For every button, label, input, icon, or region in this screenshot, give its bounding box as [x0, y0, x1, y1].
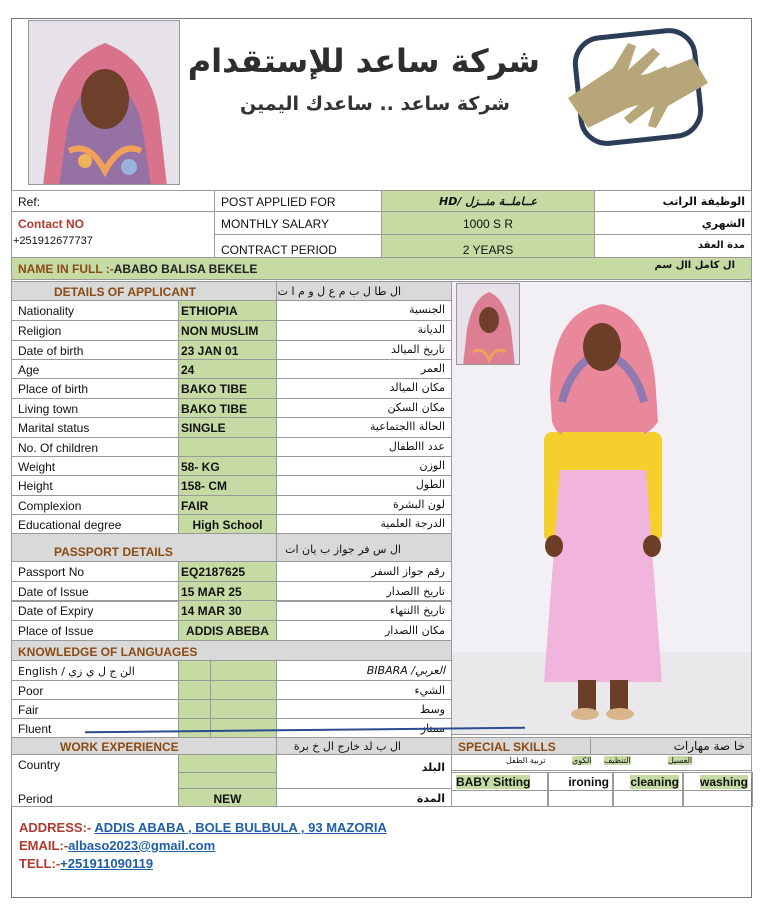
- applicant-field-value: BAKO TIBE: [178, 378, 277, 399]
- language-level-cell-b: [210, 699, 277, 719]
- passport-details-header: PASSPORT DETAILS: [11, 533, 277, 562]
- language-arabic-label: العربي/ BIBARA: [276, 660, 452, 681]
- passport-field-arabic: تاريخ االصدار: [276, 581, 452, 602]
- skill-empty-cell: [451, 790, 549, 807]
- country-arabic: البلد: [276, 754, 452, 789]
- monthly-salary-value: 1000 S R: [381, 211, 595, 235]
- applicant-field-label: Nationality: [11, 300, 179, 321]
- applicant-field-arabic: الديانة: [276, 320, 452, 341]
- period-arabic: المدة: [276, 788, 452, 807]
- applicant-field-label: Marital status: [11, 417, 179, 438]
- applicant-field-value: NON MUSLIM: [178, 320, 277, 341]
- special-skills-header: SPECIAL SKILLS: [451, 737, 591, 755]
- period-value: NEW: [178, 788, 277, 807]
- passport-field-value: EQ2187625: [178, 561, 277, 582]
- tell-label: TELL:-: [19, 856, 61, 871]
- tell-link[interactable]: +251911090119: [60, 856, 154, 871]
- work-experience-header: WORK EXPERIENCE: [11, 737, 277, 755]
- applicant-field-value: 24: [178, 359, 277, 379]
- ref-label: Ref:: [11, 190, 215, 212]
- passport-field-arabic: تاريخ االنتهاء: [276, 600, 452, 621]
- passport-field-arabic: رقم جواز السفر: [276, 561, 452, 582]
- full-name-arabic: ال كامل اال سم: [654, 260, 735, 271]
- skill-arabic-label: التنظيف: [604, 756, 631, 765]
- language-level-label: Fair: [11, 699, 179, 719]
- passport-field-label: Date of Expiry: [11, 600, 179, 621]
- applicant-field-value: FAIR: [178, 495, 277, 515]
- contact-no-label: Contact NO: [11, 211, 215, 235]
- special-skills-header-arabic: خا صة مهارات: [590, 737, 752, 755]
- applicant-details-header: DETAILS OF APPLICANT: [11, 281, 277, 301]
- full-name-value: ABABO BALISA BEKELE: [113, 262, 258, 276]
- applicant-field-value: SINGLE: [178, 417, 277, 438]
- company-name-arabic: شركة ساعد للإستقدام: [187, 42, 540, 80]
- post-applied-value: HD/ عــاملــة منــزل: [381, 190, 595, 212]
- portrait-photo: [28, 20, 180, 185]
- applicant-field-value: BAKO TIBE: [178, 398, 277, 418]
- skill-empty-cell: [682, 790, 753, 807]
- applicant-field-label: Complexion: [11, 495, 179, 515]
- contract-period-label: CONTRACT PERIOD: [214, 234, 382, 258]
- email-line: [19, 838, 215, 853]
- language-level-label: Poor: [11, 680, 179, 700]
- applicant-field-label: Place of birth: [11, 378, 179, 399]
- skill-item-label: BABY Sitting: [456, 775, 531, 789]
- passport-field-value: ADDIS ABEBA: [178, 620, 277, 641]
- skill-empty-cell: [547, 790, 614, 807]
- email-label: EMAIL:-: [19, 838, 69, 853]
- applicant-field-arabic: الوزن: [276, 456, 452, 476]
- skill-item-label: washing: [699, 775, 748, 789]
- hands-logo-icon: [558, 28, 718, 146]
- applicant-field-arabic: مكان الميالد: [276, 378, 452, 399]
- skill-arabic-label: تربية الطفل: [506, 756, 546, 765]
- applicant-field-label: No. Of children: [11, 437, 179, 457]
- post-applied-arabic: الوظيفة الراتب: [594, 190, 752, 212]
- applicant-field-arabic: العمر: [276, 359, 452, 379]
- skill-item: [612, 772, 684, 791]
- skill-item: [547, 772, 614, 791]
- applicant-field-value: 158- CM: [178, 475, 277, 496]
- full-name-label: NAME IN FULL :-: [18, 262, 114, 276]
- language-level-arabic: وسط: [276, 699, 452, 719]
- applicant-field-label: Religion: [11, 320, 179, 341]
- applicant-field-label: Age: [11, 359, 179, 379]
- monthly-salary-arabic: الشهري: [594, 211, 752, 235]
- contract-period-value: 2 YEARS: [381, 234, 595, 258]
- applicant-field-label: Weight: [11, 456, 179, 476]
- applicant-field-value: ETHIOPIA: [178, 300, 277, 321]
- language-level-arabic: الشيء: [276, 680, 452, 700]
- country-label: Country: [11, 754, 179, 807]
- country-value-2: [178, 772, 277, 789]
- applicant-field-label: Height: [11, 475, 179, 496]
- applicant-field-arabic: الدرجة العلمية: [276, 514, 452, 534]
- languages-header: KNOWLEDGE OF LANGUAGES: [11, 640, 452, 661]
- applicant-field-label: Living town: [11, 398, 179, 418]
- skill-item: [682, 772, 753, 791]
- skill-item: [451, 772, 549, 791]
- passport-field-value: 15 MAR 25: [178, 581, 277, 602]
- skills-arabic-row: [451, 754, 752, 771]
- language-level-cell-a: [178, 718, 211, 738]
- language-level-label: Fluent: [11, 718, 179, 738]
- applicant-field-arabic: الطول: [276, 475, 452, 496]
- passport-field-label: Date of Issue: [11, 581, 179, 602]
- company-slogan-arabic: شركة ساعد .. ساعدك اليمين: [240, 93, 510, 115]
- skill-arabic-label: الغسيل: [668, 756, 693, 765]
- post-applied-label: POST APPLIED FOR: [214, 190, 382, 212]
- applicant-field-label: Educational degree: [11, 514, 179, 534]
- skill-empty-cell: [612, 790, 684, 807]
- passport-field-label: Place of Issue: [11, 620, 179, 641]
- applicant-field-value: [178, 437, 277, 457]
- skill-item-label: cleaning: [630, 775, 679, 789]
- language-english-cell-a: [178, 660, 211, 681]
- passport-details-header-arabic: ال س فر جواز ب يان ات: [276, 533, 452, 562]
- contact-phone: +251912677737: [11, 234, 215, 258]
- passport-field-value: 14 MAR 30: [178, 600, 277, 621]
- passport-field-label: Passport No: [11, 561, 179, 582]
- work-experience-header-arabic: ال ب لد خارج ال خ برة: [276, 737, 452, 755]
- passport-field-arabic: مكان االصدار: [276, 620, 452, 641]
- language-english-label: English / الن ج ل ي زي: [11, 660, 179, 681]
- language-level-cell-b: [210, 680, 277, 700]
- language-level-arabic: ممتاز: [276, 718, 452, 738]
- applicant-field-arabic: مكان السكن: [276, 398, 452, 418]
- address-line: [19, 820, 387, 835]
- language-english-cell-b: [210, 660, 277, 681]
- address-label: ADDRESS:-: [19, 820, 92, 835]
- small-portrait-photo: [456, 283, 520, 365]
- applicant-field-arabic: تاريخ الميالد: [276, 340, 452, 360]
- applicant-field-label: Date of birth: [11, 340, 179, 360]
- skill-arabic-label: الكوي: [572, 756, 592, 765]
- applicant-field-arabic: عدد االطفال: [276, 437, 452, 457]
- applicant-field-arabic: الحالة االجتماعية: [276, 417, 452, 438]
- applicant-field-value: 23 JAN 01: [178, 340, 277, 360]
- email-link[interactable]: albaso2023@gmail.com: [68, 838, 216, 853]
- applicant-field-value: 58- KG: [178, 456, 277, 476]
- period-label: Period: [18, 792, 53, 806]
- language-level-cell-a: [178, 699, 211, 719]
- skill-item-label: ironing: [568, 775, 609, 789]
- address-value: ADDIS ABABA , BOLE BULBULA , 93 MAZORIA: [94, 820, 387, 835]
- monthly-salary-label: MONTHLY SALARY: [214, 211, 382, 235]
- applicant-field-value: High School: [178, 514, 277, 534]
- tell-line: [19, 856, 153, 871]
- language-level-cell-a: [178, 680, 211, 700]
- applicant-field-arabic: لون البشرة: [276, 495, 452, 515]
- country-value-1: [178, 754, 277, 773]
- contract-period-arabic: مدة العقد: [594, 234, 752, 258]
- applicant-details-header-arabic: ال طا ل ب م ع ل و م ا ت: [276, 281, 452, 301]
- applicant-field-arabic: الجنسية: [276, 300, 452, 321]
- language-level-cell-b: [210, 718, 277, 738]
